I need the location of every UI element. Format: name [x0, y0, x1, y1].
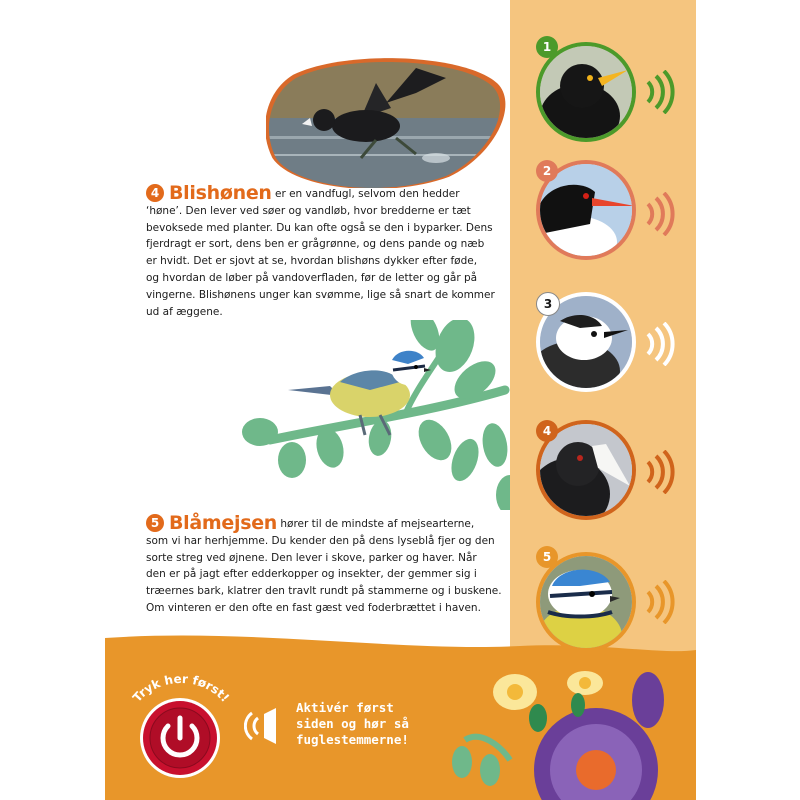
sound-button-3-number: 3 — [536, 292, 560, 316]
power-icon — [140, 698, 220, 778]
sound-waves-icon — [642, 450, 686, 494]
bluetit-text-line-4: den er på jagt efter edderkopper og insekter, der gemmer sig i — [146, 568, 477, 581]
sound-waves-icon — [642, 322, 686, 366]
bluetit-text-line-6: Om vinteren er den ofte en fast gæst ved foderbrættet i haven. — [146, 601, 481, 614]
speaker-icon — [244, 706, 294, 746]
power-button[interactable] — [140, 698, 220, 778]
coot-heading: Blishønen — [169, 182, 272, 204]
blue-tit-icon — [540, 556, 632, 648]
sound-waves-icon — [642, 192, 686, 236]
coot-text-line-1: er en vandfugl, selvom den hedder — [274, 188, 460, 200]
sound-waves-icon — [642, 580, 686, 624]
coot-text-line-3: bevoksede med planter. Du kan ofte også se den i byparker. Dens — [146, 221, 493, 234]
coot-text-line-5: er hvidt. Det er sjovt at se, hvordan blishøns dykker efter føde, — [146, 255, 478, 268]
bluetit-text-line-1: hører til de mindste af mejsearterne, — [280, 518, 475, 530]
instruction-line-3: fuglestemmerne! — [296, 732, 409, 747]
instruction-line-2: siden og hør så — [296, 716, 409, 731]
instruction-text — [296, 700, 426, 748]
sound-button-5-number: 5 — [536, 546, 558, 568]
bluetit-text-line-5: træernes bark, klatrer den travlt rundt på stammerne og i buskene. — [146, 585, 502, 598]
coot-text-line-7: vingerne. Blishønens unger kan svømme, lige så snart de kommer — [146, 288, 495, 301]
sound-button-4-number: 4 — [536, 420, 558, 442]
instruction-line-1: Aktivér først — [296, 700, 394, 715]
coot-text-line-2: ‘høne’. Den lever ved søer og vandløb, hvor bredderne er tæt — [146, 204, 471, 217]
bluetit-heading: Blåmejsen — [169, 512, 278, 534]
coot-text-line-4: fjerdragt er sort, dens ben er grågrønne, og dens pande og næb — [146, 238, 485, 251]
sound-button-1-number: 1 — [536, 36, 558, 58]
svg-text:Tryk her først!: Tryk her først! — [129, 671, 233, 705]
bluetit-text-line-2: som vi har herhjemme. Du kender den på dens lyseblå fjer og den — [146, 534, 495, 547]
coot-text-line-6: og hvordan de løber på vandoverfladen, før de letter og går på — [146, 271, 478, 284]
coot-number-badge: 4 — [146, 184, 164, 202]
sound-waves-icon — [642, 70, 686, 114]
blackbird-icon — [540, 46, 632, 138]
sound-button-2-number: 2 — [536, 160, 558, 182]
bluetit-text-line-3: sorte streg ved øjnene. Den lever i skove, parker og haver. Når — [146, 551, 477, 564]
bluetit-number-badge: 5 — [146, 514, 164, 532]
coot-text-line-8: ud af æggene. — [146, 305, 223, 318]
